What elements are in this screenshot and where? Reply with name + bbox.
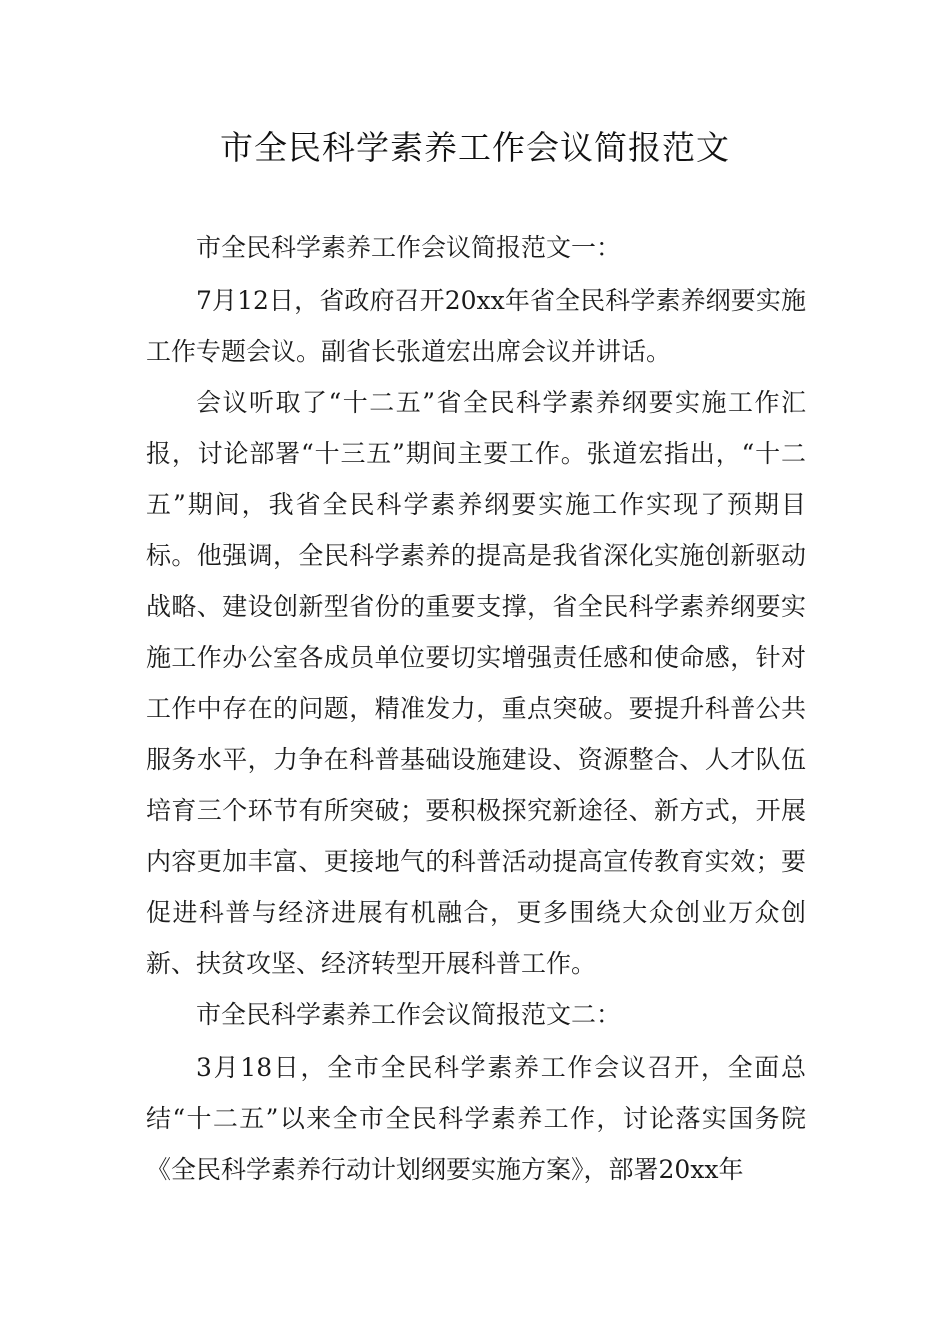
paragraph-3: 3月18日，全市全民科学素养工作会议召开，全面总结“十二五”以来全市全民科学素养工作，讨论落实国务院《全民科学素养行动计划纲要实施方案》，部署20xx年	[146, 1053, 806, 1184]
section-heading-1: 市全民科学素养工作会议简报范文一：	[196, 233, 622, 262]
paragraph-1: 7月12日，省政府召开20xx年省全民科学素养纲要实施工作专题会议。副省长张道宏出席会议并讲话。	[146, 286, 806, 366]
document-body	[146, 222, 806, 1195]
document-title: 市全民科学素养工作会议简报范文	[220, 128, 730, 167]
paragraph-2: 会议听取了“十二五”省全民科学素养纲要实施工作汇报，讨论部署“十三五”期间主要工作。张道宏指出，“十二五”期间，我省全民科学素养纲要实施工作实现了预期目标。他强调，全民科学素养的提高是我省深化实施创新驱动战略、建设创新型省份的重要支撑，省全民科学素养纲要实施工作办公室各成员单位要切实增强责任感和使命感，针对工作中存在的问题，精准发力，重点突破。要提升科普公共服务水平，力争在科普基础设施建设、资源整合、人才队伍培育三个环节有所突破；要积极探究新途径、新方式，开展内容更加丰富、更接地气的科普活动提高宣传教育实效；要促进科普与经济进展有机融合，更多围绕大众创业万众创新、扶贫攻坚、经济转型开展科普工作。	[146, 388, 806, 978]
section-heading-2: 市全民科学素养工作会议简报范文二：	[196, 1000, 622, 1029]
